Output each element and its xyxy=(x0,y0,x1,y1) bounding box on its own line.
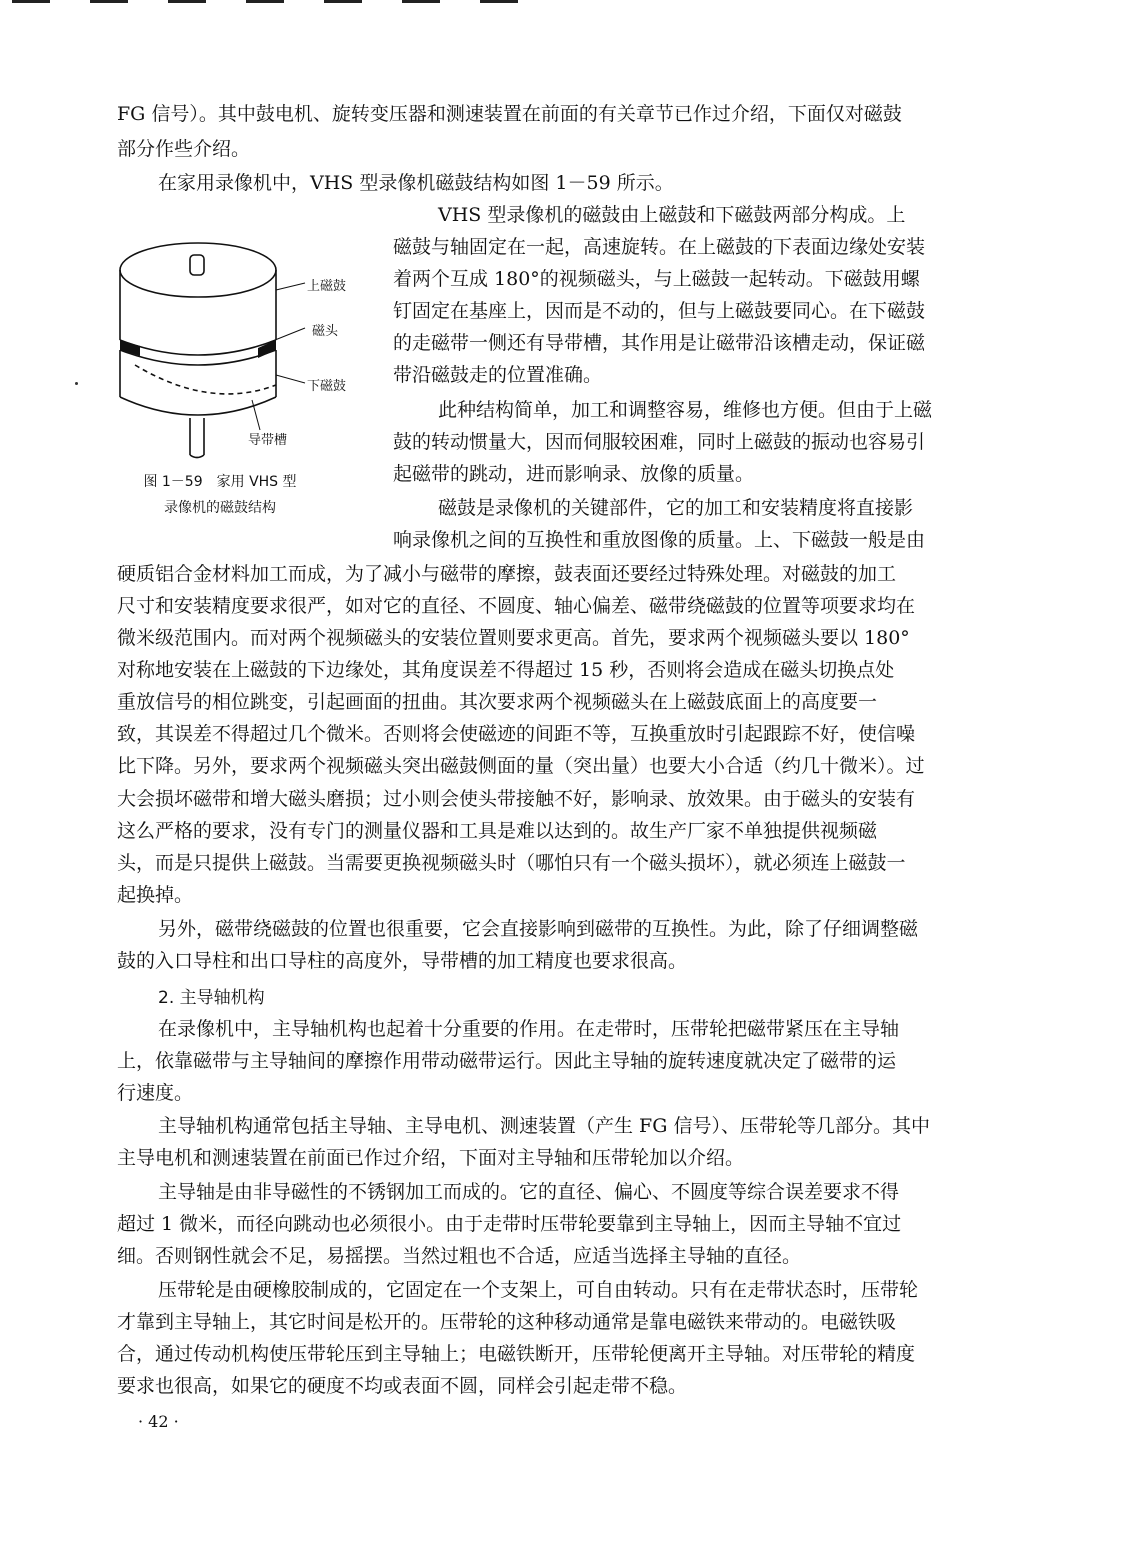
text-line: 带沿磁鼓走的位置准确。 xyxy=(393,364,603,386)
text-line: 磁鼓与轴固定在一起，高速旋转。在上磁鼓的下表面边缘处安装 xyxy=(393,236,926,258)
text-line: FG 信号）。其中鼓电机、旋转变压器和测速装置在前面的有关章节已作过介绍，下面仅对磁鼓 xyxy=(117,103,902,125)
text-line: 鼓的入口导柱和出口导柱的高度外，导带槽的加工精度也要求很高。 xyxy=(117,950,688,972)
scan-rule xyxy=(90,0,128,3)
text-line: 另外，磁带绕磁鼓的位置也很重要，它会直接影响到磁带的互换性。为此，除了仔细调整磁 xyxy=(158,918,919,940)
figure-caption-line2: 录像机的磁鼓结构 xyxy=(164,500,276,516)
scan-speck xyxy=(75,382,78,385)
drum-figure xyxy=(100,225,380,525)
text-line: 主导电机和测速装置在前面已作过介绍，下面对主导轴和压带轮加以介绍。 xyxy=(117,1147,745,1169)
scan-rule xyxy=(12,0,50,3)
text-line: 起换掉。 xyxy=(117,884,194,906)
text-line: 压带轮是由硬橡胶制成的，它固定在一个支架上，可自由转动。只有在走带状态时，压带轮 xyxy=(158,1279,919,1301)
text-line: 此种结构简单，加工和调整容易，维修也方便。但由于上磁 xyxy=(438,399,933,421)
text-line: 部分作些介绍。 xyxy=(117,138,251,160)
text-line: 主导轴机构通常包括主导轴、主导电机、测速装置（产生 FG 信号）、压带轮等几部分。其中 xyxy=(158,1115,930,1137)
text-line: 钉固定在基座上，因而是不动的，但与上磁鼓要同心。在下磁鼓 xyxy=(393,300,926,322)
text-line: 着两个互成 180°的视频磁头，与上磁鼓一起转动。下磁鼓用螺 xyxy=(393,268,920,290)
text-line: 超过 1 微米，而径向跳动也必须很小。由于走带时压带轮要靠到主导轴上，因而主导轴不宜过 xyxy=(117,1213,902,1235)
text-line: 磁鼓是录像机的关键部件，它的加工和安装精度将直接影 xyxy=(438,497,914,519)
text-line: 硬质铝合金材料加工而成，为了减小与磁带的摩擦，鼓表面还要经过特殊处理。对磁鼓的加工 xyxy=(117,563,897,585)
text-line: 对称地安装在上磁鼓的下边缘处，其角度误差不得超过 15 秒，否则将会造成在磁头切换点处 xyxy=(117,659,895,681)
section-heading: 2. 主导轴机构 xyxy=(158,988,265,1008)
figure-caption-line1: 图 1－59 家用 VHS 型 xyxy=(143,474,297,490)
label-tape-groove: 导带槽 xyxy=(248,433,288,448)
text-line: 尺寸和安装精度要求很严，如对它的直径、不圆度、轴心偏差、磁带绕磁鼓的位置等项要求均在 xyxy=(117,595,916,617)
text-line: 起磁带的跳动，进而影响录、放像的质量。 xyxy=(393,463,755,485)
text-line: 大会损坏磁带和增大磁头磨损；过小则会使头带接触不好，影响录、放效果。由于磁头的安装有 xyxy=(117,788,916,810)
text-line: 行速度。 xyxy=(117,1082,194,1104)
scan-rule xyxy=(480,0,518,3)
text-line: 合，通过传动机构使压带轮压到主导轴上；电磁铁断开，压带轮便离开主导轴。对压带轮的精度 xyxy=(117,1343,916,1365)
text-line: 才靠到主导轴上，其它时间是松开的。压带轮的这种移动通常是靠电磁铁来带动的。电磁铁吸 xyxy=(117,1311,897,1333)
text-line: 微米级范围内。而对两个视频磁头的安装位置则要求更高。首先，要求两个视频磁头要以 180° xyxy=(117,627,910,649)
text-line: 致，其误差不得超过几个微米。否则将会使磁迹的间距不等，互换重放时引起跟踪不好，使信噪 xyxy=(117,723,916,745)
drum-diagram xyxy=(100,225,380,465)
scan-rule xyxy=(324,0,362,3)
text-line: 的走磁带一侧还有导带槽，其作用是让磁带沿该槽走动，保证磁 xyxy=(393,332,926,354)
label-upper-drum: 上磁鼓 xyxy=(307,279,347,294)
text-line: 细。否则钢性就会不足，易摇摆。当然过粗也不合适，应适当选择主导轴的直径。 xyxy=(117,1245,802,1267)
text-line: 响录像机之间的互换性和重放图像的质量。上、下磁鼓一般是由 xyxy=(393,529,926,551)
text-line: 头，而是只提供上磁鼓。当需要更换视频磁头时（哪怕只有一个磁头损坏），就必须连上磁鼓一 xyxy=(117,852,906,874)
label-video-head: 磁头 xyxy=(312,324,339,339)
text-line: 重放信号的相位跳变，引起画面的扭曲。其次要求两个视频磁头在上磁鼓底面上的高度要一 xyxy=(117,691,878,713)
text-line: VHS 型录像机的磁鼓由上磁鼓和下磁鼓两部分构成。上 xyxy=(438,204,906,226)
scan-rule xyxy=(402,0,440,3)
text-line: 要求也很高，如果它的硬度不均或表面不圆，同样会引起走带不稳。 xyxy=(117,1375,688,1397)
text-line: 在家用录像机中，VHS 型录像机磁鼓结构如图 1－59 所示。 xyxy=(158,172,674,194)
page-number: · 42 · xyxy=(138,1412,179,1431)
text-line: 上，依靠磁带与主导轴间的摩擦作用带动磁带运行。因此主导轴的旋转速度就决定了磁带的运 xyxy=(117,1050,897,1072)
text-line: 这么严格的要求，没有专门的测量仪器和工具是难以达到的。故生产厂家不单独提供视频磁 xyxy=(117,820,878,842)
label-lower-drum: 下磁鼓 xyxy=(307,379,347,394)
scan-rule xyxy=(168,0,206,3)
scan-rule xyxy=(246,0,284,3)
text-line: 在录像机中，主导轴机构也起着十分重要的作用。在走带时，压带轮把磁带紧压在主导轴 xyxy=(158,1018,900,1040)
text-line: 主导轴是由非导磁性的不锈钢加工而成的。它的直径、偏心、不圆度等综合误差要求不得 xyxy=(158,1181,900,1203)
text-line: 比下降。另外，要求两个视频磁头突出磁鼓侧面的量（突出量）也要大小合适（约几十微米）。过 xyxy=(117,755,925,777)
text-line: 鼓的转动惯量大，因而伺服较困难，同时上磁鼓的振动也容易引 xyxy=(393,431,926,453)
